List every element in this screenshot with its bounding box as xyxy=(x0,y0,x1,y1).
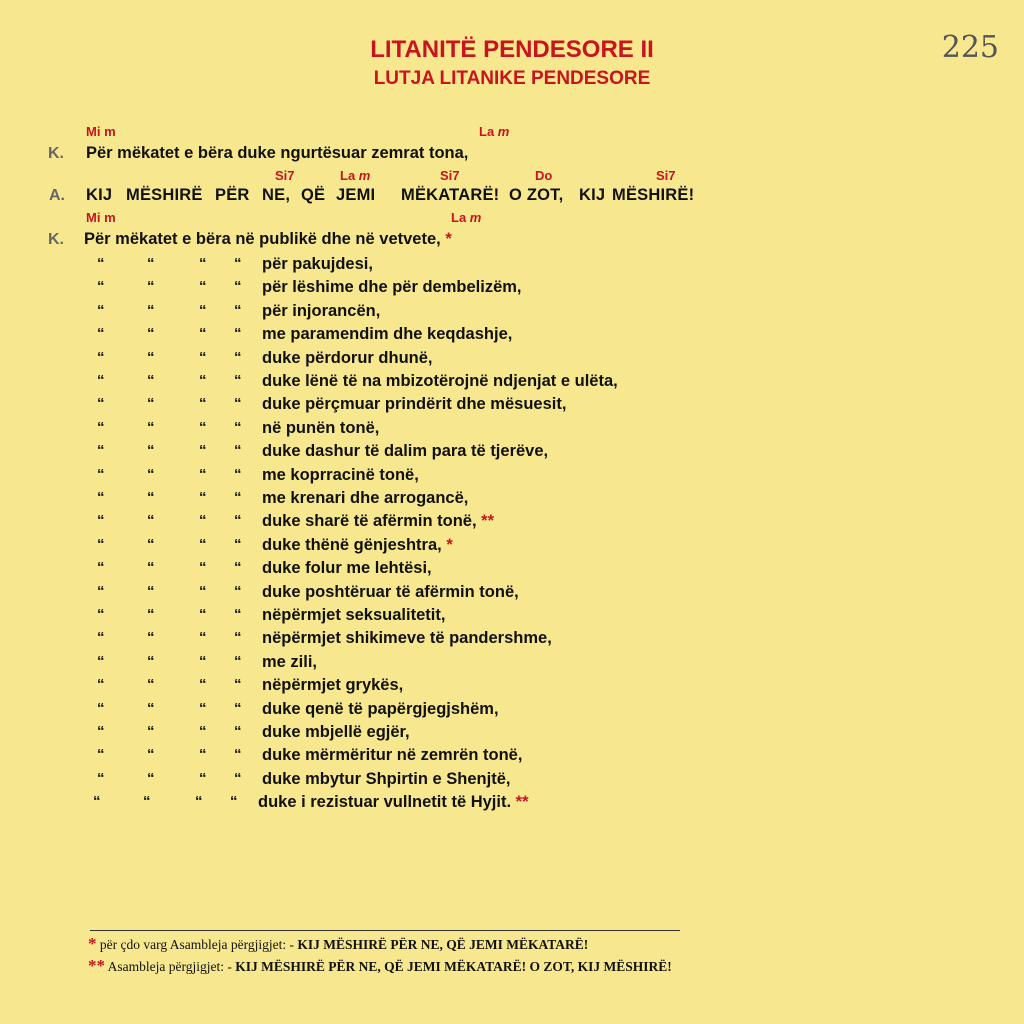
response-word: JEMI xyxy=(336,186,376,204)
ditto-mark: “ xyxy=(234,442,242,460)
litany-item-text: me koprracinë tonë, xyxy=(262,465,419,484)
ditto-mark: “ xyxy=(199,629,207,647)
verse-line: Për mëkatet e bëra duke ngurtësuar zemrat tona, xyxy=(86,144,469,162)
response-word: KIJ xyxy=(86,186,113,204)
ditto-mark: “ xyxy=(97,699,105,717)
ditto-mark: “ xyxy=(97,278,105,296)
ditto-mark: “ xyxy=(199,301,207,319)
ditto-mark: “ xyxy=(97,465,105,483)
ditto-mark: “ xyxy=(147,699,155,717)
ditto-mark: “ xyxy=(234,629,242,647)
ditto-mark: “ xyxy=(147,278,155,296)
litany-item-text: duke qenë të papërgjegjshëm, xyxy=(262,699,499,718)
litany-item-text: duke lënë të na mbizotërojnë ndjenjat e ulëta, xyxy=(262,372,618,390)
ditto-mark: “ xyxy=(234,395,242,413)
ditto-mark: “ xyxy=(97,301,105,319)
litany-item-text: duke i rezistuar vullnetit të Hyjit. ** xyxy=(258,793,529,812)
ditto-mark: “ xyxy=(234,699,242,717)
ditto-mark: “ xyxy=(199,582,207,600)
litany-item-text: nëpërmjet grykës, xyxy=(262,676,404,695)
litany-item-text: me paramendim dhe keqdashje, xyxy=(262,325,513,344)
page-title: LITANITË PENDESORE II xyxy=(370,36,654,63)
response-marker: * xyxy=(446,535,453,554)
ditto-mark: “ xyxy=(147,465,155,483)
ditto-mark: “ xyxy=(199,278,207,296)
litany-item-text: për lëshime dhe për dembelizëm, xyxy=(262,278,522,297)
ditto-mark: “ xyxy=(147,769,155,787)
ditto-mark: “ xyxy=(234,465,242,483)
ditto-mark: “ xyxy=(97,372,105,389)
assembly-label: A. xyxy=(49,187,65,204)
ditto-mark: “ xyxy=(234,418,242,436)
litany-item-text: duke përçmuar prindërit dhe mësuesit, xyxy=(262,395,567,414)
chord-mi-minor: Mi m xyxy=(86,124,116,139)
ditto-mark: “ xyxy=(199,512,207,530)
ditto-mark: “ xyxy=(147,723,155,740)
ditto-mark: “ xyxy=(234,255,242,272)
ditto-mark: “ xyxy=(199,535,207,553)
litany-item-text: me krenari dhe arrogancë, xyxy=(262,489,469,507)
ditto-mark: “ xyxy=(147,512,155,530)
ditto-mark: “ xyxy=(97,418,105,436)
ditto-mark: “ xyxy=(199,559,207,577)
ditto-mark: “ xyxy=(97,723,105,740)
response-marker: ** xyxy=(481,512,495,531)
ditto-mark: “ xyxy=(147,746,155,764)
ditto-mark: “ xyxy=(97,442,105,460)
ditto-mark: “ xyxy=(199,418,207,436)
ditto-mark: “ xyxy=(199,606,207,623)
response-word: O ZOT, xyxy=(509,186,564,204)
ditto-mark: “ xyxy=(143,793,151,811)
response-word: QË xyxy=(301,186,326,204)
ditto-mark: “ xyxy=(199,699,207,717)
response-word: PËR xyxy=(215,186,250,204)
ditto-mark: “ xyxy=(97,348,105,366)
ditto-mark: “ xyxy=(199,723,207,740)
ditto-mark: “ xyxy=(147,676,155,694)
ditto-mark: “ xyxy=(199,255,207,272)
ditto-mark: “ xyxy=(199,372,207,389)
ditto-mark: “ xyxy=(97,582,105,600)
ditto-mark: “ xyxy=(97,395,105,413)
chord-la-minor: La m xyxy=(451,210,482,225)
ditto-mark: “ xyxy=(97,629,105,647)
ditto-mark: “ xyxy=(234,325,242,343)
ditto-mark: “ xyxy=(234,372,242,389)
ditto-mark: “ xyxy=(234,301,242,319)
footnote-divider xyxy=(90,930,680,931)
cantor-label: K. xyxy=(48,145,64,162)
chord-do: Do xyxy=(535,168,553,183)
ditto-mark: “ xyxy=(147,606,155,623)
ditto-mark: “ xyxy=(199,465,207,483)
litany-item-text: në punën tonë, xyxy=(262,418,380,437)
chord-si7: Si7 xyxy=(275,168,295,183)
ditto-mark: “ xyxy=(97,325,105,343)
litany-item-text: duke mërmëritur në zemrën tonë, xyxy=(262,746,523,765)
litany-item-text: duke sharë të afërmin tonë, ** xyxy=(262,512,495,531)
footnote-2: ** Asambleja përgjigjet: - KIJ MËSHIRË PËR NE, QË JEMI MËKATARË! O ZOT, KIJ MËSHIRË! xyxy=(88,956,672,975)
response-word: NE, xyxy=(262,186,291,204)
ditto-mark: “ xyxy=(97,535,105,553)
ditto-mark: “ xyxy=(234,559,242,577)
ditto-mark: “ xyxy=(147,652,155,670)
ditto-mark: “ xyxy=(234,606,242,623)
response-word: KIJ xyxy=(579,186,606,204)
ditto-mark: “ xyxy=(234,512,242,530)
ditto-mark: “ xyxy=(199,442,207,460)
ditto-mark: “ xyxy=(147,395,155,413)
response-word: MËSHIRË! xyxy=(612,186,695,204)
litany-item-text: për injorancën, xyxy=(262,301,381,320)
ditto-mark: “ xyxy=(234,535,242,553)
litany-item-text: duke poshtëruar të afërmin tonë, xyxy=(262,582,519,601)
ditto-mark: “ xyxy=(234,746,242,764)
ditto-mark: “ xyxy=(199,746,207,764)
ditto-mark: “ xyxy=(147,325,155,343)
ditto-mark: “ xyxy=(147,442,155,460)
ditto-mark: “ xyxy=(97,512,105,530)
litany-item-text: me zili, xyxy=(262,652,318,671)
ditto-mark: “ xyxy=(93,793,101,811)
ditto-mark: “ xyxy=(199,489,207,506)
ditto-mark: “ xyxy=(147,348,155,366)
ditto-mark: “ xyxy=(147,582,155,600)
ditto-mark: “ xyxy=(234,582,242,600)
litany-item-text: duke folur me lehtësi, xyxy=(262,559,432,578)
ditto-mark: “ xyxy=(97,606,105,623)
chord-si7: Si7 xyxy=(656,168,676,183)
chord-la-minor: La m xyxy=(340,168,371,183)
litany-item-text: duke dashur të dalim para të tjerëve, xyxy=(262,442,549,461)
chord-si7: Si7 xyxy=(440,168,460,183)
response-word: MËSHIRË xyxy=(126,186,203,204)
litany-item-text: nëpërmjet shikimeve të pandershme, xyxy=(262,629,552,648)
ditto-mark: “ xyxy=(199,769,207,787)
response-word: MËKATARË! xyxy=(401,186,500,204)
litany-item-text: duke mbjellë egjër, xyxy=(262,723,410,741)
ditto-mark: “ xyxy=(97,652,105,670)
ditto-mark: “ xyxy=(234,489,242,506)
ditto-mark: “ xyxy=(199,676,207,694)
ditto-mark: “ xyxy=(199,652,207,670)
page-subtitle: LUTJA LITANIKE PENDESORE xyxy=(373,68,651,89)
footnote-1: * për çdo varg Asambleja përgjigjet: - KIJ MËSHIRË PËR NE, QË JEMI MËKATARË! xyxy=(88,934,589,953)
ditto-mark: “ xyxy=(199,395,207,413)
ditto-mark: “ xyxy=(97,676,105,694)
ditto-mark: “ xyxy=(147,559,155,577)
litany-item-text: për pakujdesi, xyxy=(262,255,373,273)
ditto-mark: “ xyxy=(147,372,155,389)
ditto-mark: “ xyxy=(195,793,203,811)
verse-line: Për mëkatet e bëra në publikë dhe në vetvete, * xyxy=(84,230,452,248)
ditto-mark: “ xyxy=(97,746,105,764)
ditto-mark: “ xyxy=(97,255,105,272)
ditto-mark: “ xyxy=(199,348,207,366)
ditto-mark: “ xyxy=(147,255,155,272)
ditto-mark: “ xyxy=(147,418,155,436)
litany-item-text: nëpërmjet seksualitetit, xyxy=(262,606,446,624)
ditto-mark: “ xyxy=(234,769,242,787)
chord-mi-minor: Mi m xyxy=(86,210,116,225)
ditto-mark: “ xyxy=(234,652,242,670)
ditto-mark: “ xyxy=(97,769,105,787)
ditto-mark: “ xyxy=(147,629,155,647)
page-number: 225 xyxy=(941,30,999,65)
chord-la-minor: La m xyxy=(479,124,510,139)
litany-item-text: duke thënë gënjeshtra, * xyxy=(262,535,453,554)
ditto-mark: “ xyxy=(234,723,242,740)
ditto-mark: “ xyxy=(147,301,155,319)
ditto-mark: “ xyxy=(234,348,242,366)
ditto-mark: “ xyxy=(147,489,155,506)
response-marker: ** xyxy=(515,793,529,812)
litany-item-text: duke mbytur Shpirtin e Shenjtë, xyxy=(262,769,511,788)
ditto-mark: “ xyxy=(230,793,238,811)
ditto-mark: “ xyxy=(97,489,105,506)
litany-item-text: duke përdorur dhunë, xyxy=(262,348,433,367)
ditto-mark: “ xyxy=(199,325,207,343)
ditto-mark: “ xyxy=(147,535,155,553)
ditto-mark: “ xyxy=(97,559,105,577)
cantor-label: K. xyxy=(48,231,64,248)
ditto-mark: “ xyxy=(234,278,242,296)
ditto-mark: “ xyxy=(234,676,242,694)
